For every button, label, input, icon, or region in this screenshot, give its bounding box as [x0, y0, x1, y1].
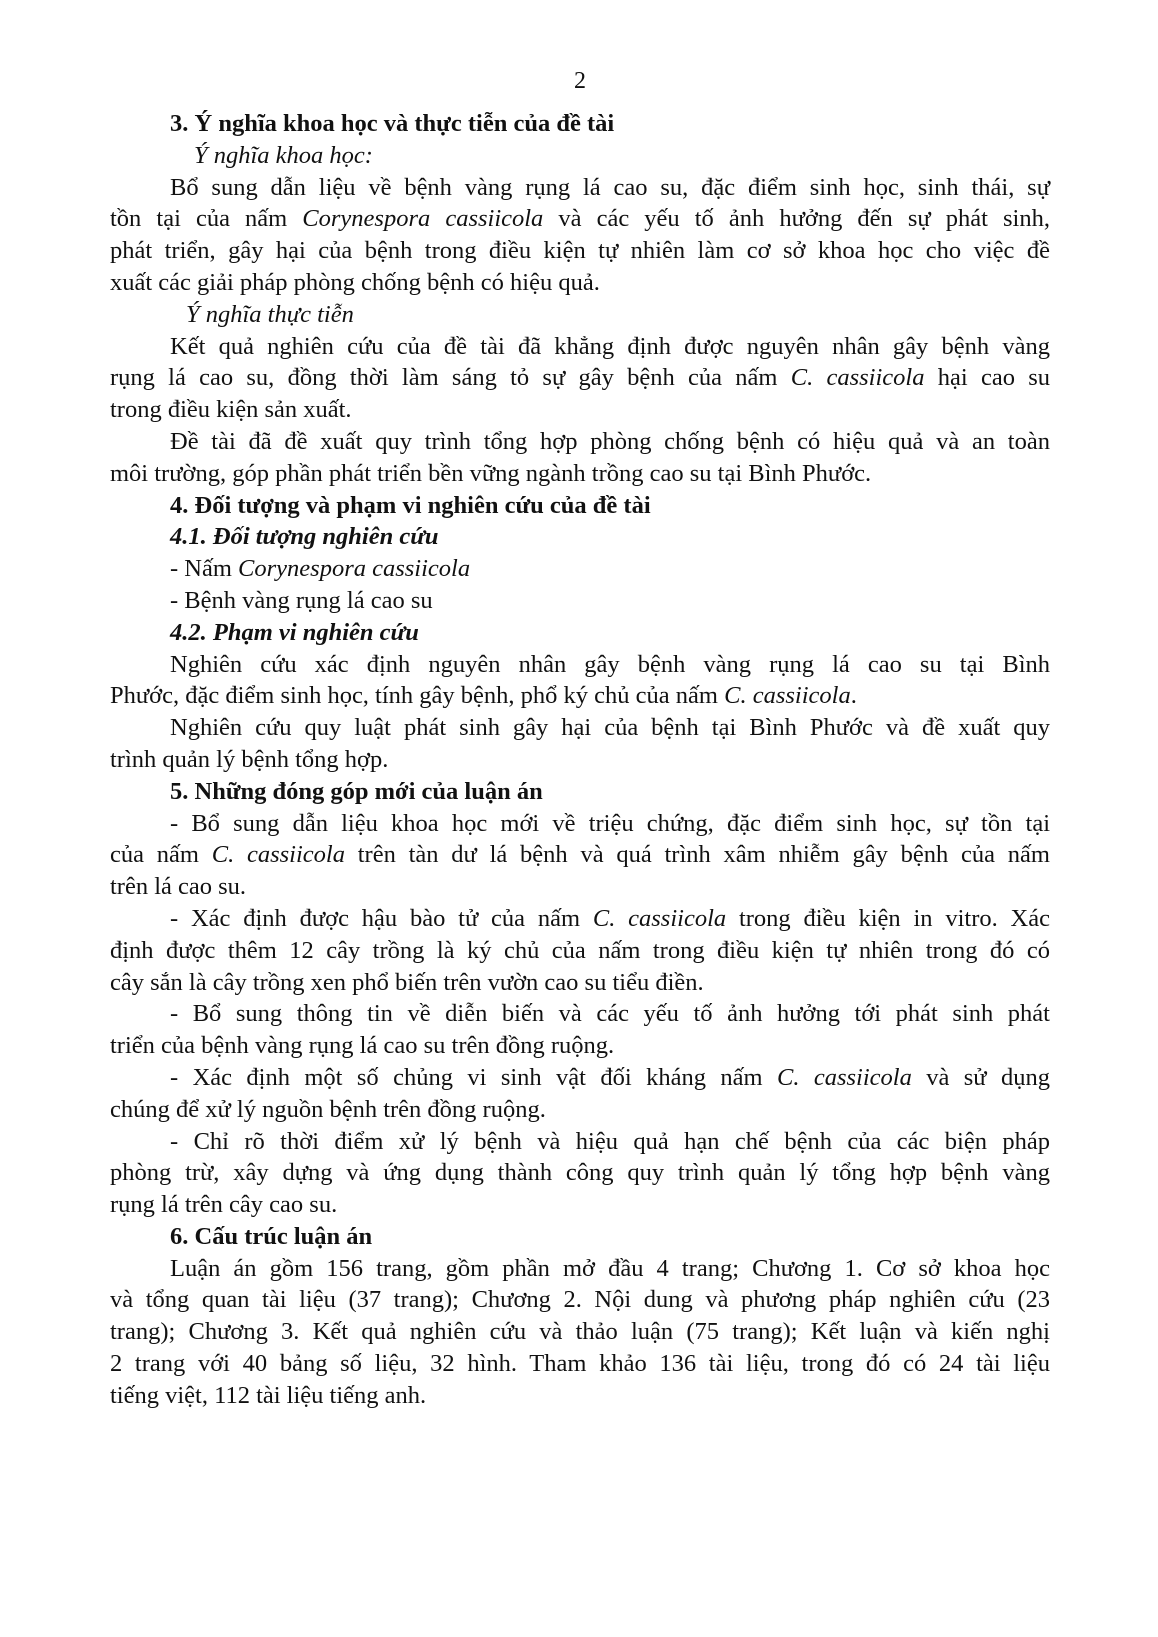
scientific-significance-subheading: Ý nghĩa khoa học:	[194, 141, 373, 169]
text-line: Luận án gồm 156 trang, gồm phần mở đầu 4 trang; Chương 1. Cơ sở khoa học	[170, 1254, 1050, 1282]
text-line: chúng để xử lý nguồn bệnh trên đồng ruộng.	[110, 1095, 546, 1123]
practical-significance-paragraph	[110, 331, 1050, 426]
text-line: xuất các giải pháp phòng chống bệnh có hiệu quả.	[110, 268, 600, 296]
text-line: trang); Chương 3. Kết quả nghiên cứu và thảo luận (75 trang); Kết luận và kiến nghị	[110, 1318, 1050, 1346]
text-line: của nấm C. cassiicola trên tàn dư lá bệnh và quá trình xâm nhiễm gây bệnh của nấm	[110, 841, 1050, 869]
list-item: - Bệnh vàng rụng lá cao su	[170, 586, 433, 614]
species-name: Corynespora cassiicola	[238, 555, 471, 583]
text-line: Bổ sung dẫn liệu về bệnh vàng rụng lá cao su, đặc điểm sinh học, sinh thái, sự	[170, 173, 1050, 201]
text-line: - Chỉ rõ thời điểm xử lý bệnh và hiệu quả hạn chế bệnh của các biện pháp	[170, 1127, 1050, 1155]
section-5-heading: 5. Những đóng góp mới của luận án	[170, 777, 543, 805]
species-name: C. cassiicola	[724, 682, 851, 710]
text-line: - Xác định được hậu bào tử của nấm C. cassiicola trong điều kiện in vitro. Xác	[170, 904, 1050, 932]
species-name: Corynespora cassiicola	[302, 205, 544, 233]
section-4-2-subheading: 4.2. Phạm vi nghiên cứu	[170, 618, 419, 646]
species-name: C. cassiicola	[211, 841, 345, 869]
species-name: C. cassiicola	[790, 364, 925, 392]
contribution-item-5	[110, 1126, 1050, 1221]
text-line: phát triển, gây hại của bệnh trong điều kiện tự nhiên làm cơ sở khoa học cho việc đề	[110, 237, 1050, 265]
structure-paragraph	[110, 1253, 1050, 1412]
scope-paragraph-1	[110, 649, 1050, 713]
text-line: định được thêm 12 cây trồng là ký chủ của nấm trong điều kiện tự nhiên trong đó có	[110, 936, 1050, 964]
section-4-heading: 4. Đối tượng và phạm vi nghiên cứu của đề tài	[170, 491, 651, 519]
text-line: - Xác định một số chủng vi sinh vật đối kháng nấm C. cassiicola và sử dụng	[170, 1063, 1050, 1091]
list-item: - Nấm Corynespora cassiicola	[170, 555, 471, 583]
text-line: triển của bệnh vàng rụng lá cao su trên đồng ruộng.	[110, 1032, 615, 1060]
practical-significance-subheading: Ý nghĩa thực tiễn	[186, 300, 354, 328]
document-page	[110, 68, 1050, 1412]
text-line: và tổng quan tài liệu (37 trang); Chương 2. Nội dung và phương pháp nghiên cứu (23	[110, 1286, 1050, 1314]
text-line: rụng lá cao su, đồng thời làm sáng tỏ sự gây bệnh của nấm C. cassiicola hại cao su	[110, 364, 1050, 392]
contribution-item-2	[110, 903, 1050, 998]
practical-significance-paragraph-2	[110, 426, 1050, 490]
section-4-1-subheading: 4.1. Đối tượng nghiên cứu	[170, 523, 439, 551]
text-line: trình quản lý bệnh tổng hợp.	[110, 745, 389, 773]
text-line: 2 trang với 40 bảng số liệu, 32 hình. Tham khảo 136 tài liệu, trong đó có 24 tài liệu	[110, 1350, 1050, 1378]
page-number: 2	[574, 68, 586, 94]
contribution-item-3	[110, 998, 1050, 1062]
text-line: Nghiên cứu xác định nguyên nhân gây bệnh vàng rụng lá cao su tại Bình	[170, 650, 1050, 678]
contribution-item-4	[110, 1062, 1050, 1126]
scientific-significance-paragraph	[110, 172, 1050, 299]
scope-paragraph-2	[110, 712, 1050, 776]
text-line: Đề tài đã đề xuất quy trình tổng hợp phòng chống bệnh có hiệu quả và an toàn	[170, 427, 1050, 455]
text-line: Phước, đặc điểm sinh học, tính gây bệnh, phổ ký chủ của nấm C. cassiicola.	[110, 682, 857, 710]
text-line: Kết quả nghiên cứu của đề tài đã khẳng định được nguyên nhân gây bệnh vàng	[170, 332, 1050, 360]
species-name: C. cassiicola	[592, 904, 727, 932]
text-line: rụng lá trên cây cao su.	[110, 1191, 338, 1219]
species-name: C. cassiicola	[776, 1063, 912, 1091]
text-line: tiếng việt, 112 tài liệu tiếng anh.	[110, 1381, 427, 1409]
text-line: trong điều kiện sản xuất.	[110, 396, 352, 424]
text-line: Nghiên cứu quy luật phát sinh gây hại của bệnh tại Bình Phước và đề xuất quy	[170, 714, 1050, 742]
text-line: cây sắn là cây trồng xen phổ biến trên vườn cao su tiểu điền.	[110, 968, 704, 996]
text-line: phòng trừ, xây dựng và ứng dụng thành công quy trình quản lý tổng hợp bệnh vàng	[110, 1159, 1050, 1187]
section-3-heading: 3. Ý nghĩa khoa học và thực tiễn của đề tài	[170, 110, 615, 137]
text-line: - Bổ sung dẫn liệu khoa học mới về triệu chứng, đặc điểm sinh học, sự tồn tại	[170, 809, 1050, 837]
text-line: - Bổ sung thông tin về diễn biến và các yếu tố ảnh hưởng tới phát sinh phát	[170, 1000, 1050, 1028]
text-line: môi trường, góp phần phát triển bền vững ngành trồng cao su tại Bình Phước.	[110, 459, 872, 487]
text-line: tồn tại của nấm Corynespora cassiicola và các yếu tố ảnh hưởng đến sự phát sinh,	[110, 205, 1050, 233]
text-line: trên lá cao su.	[110, 873, 247, 901]
section-6-heading: 6. Cấu trúc luận án	[170, 1222, 373, 1250]
contribution-item-1	[110, 808, 1050, 903]
